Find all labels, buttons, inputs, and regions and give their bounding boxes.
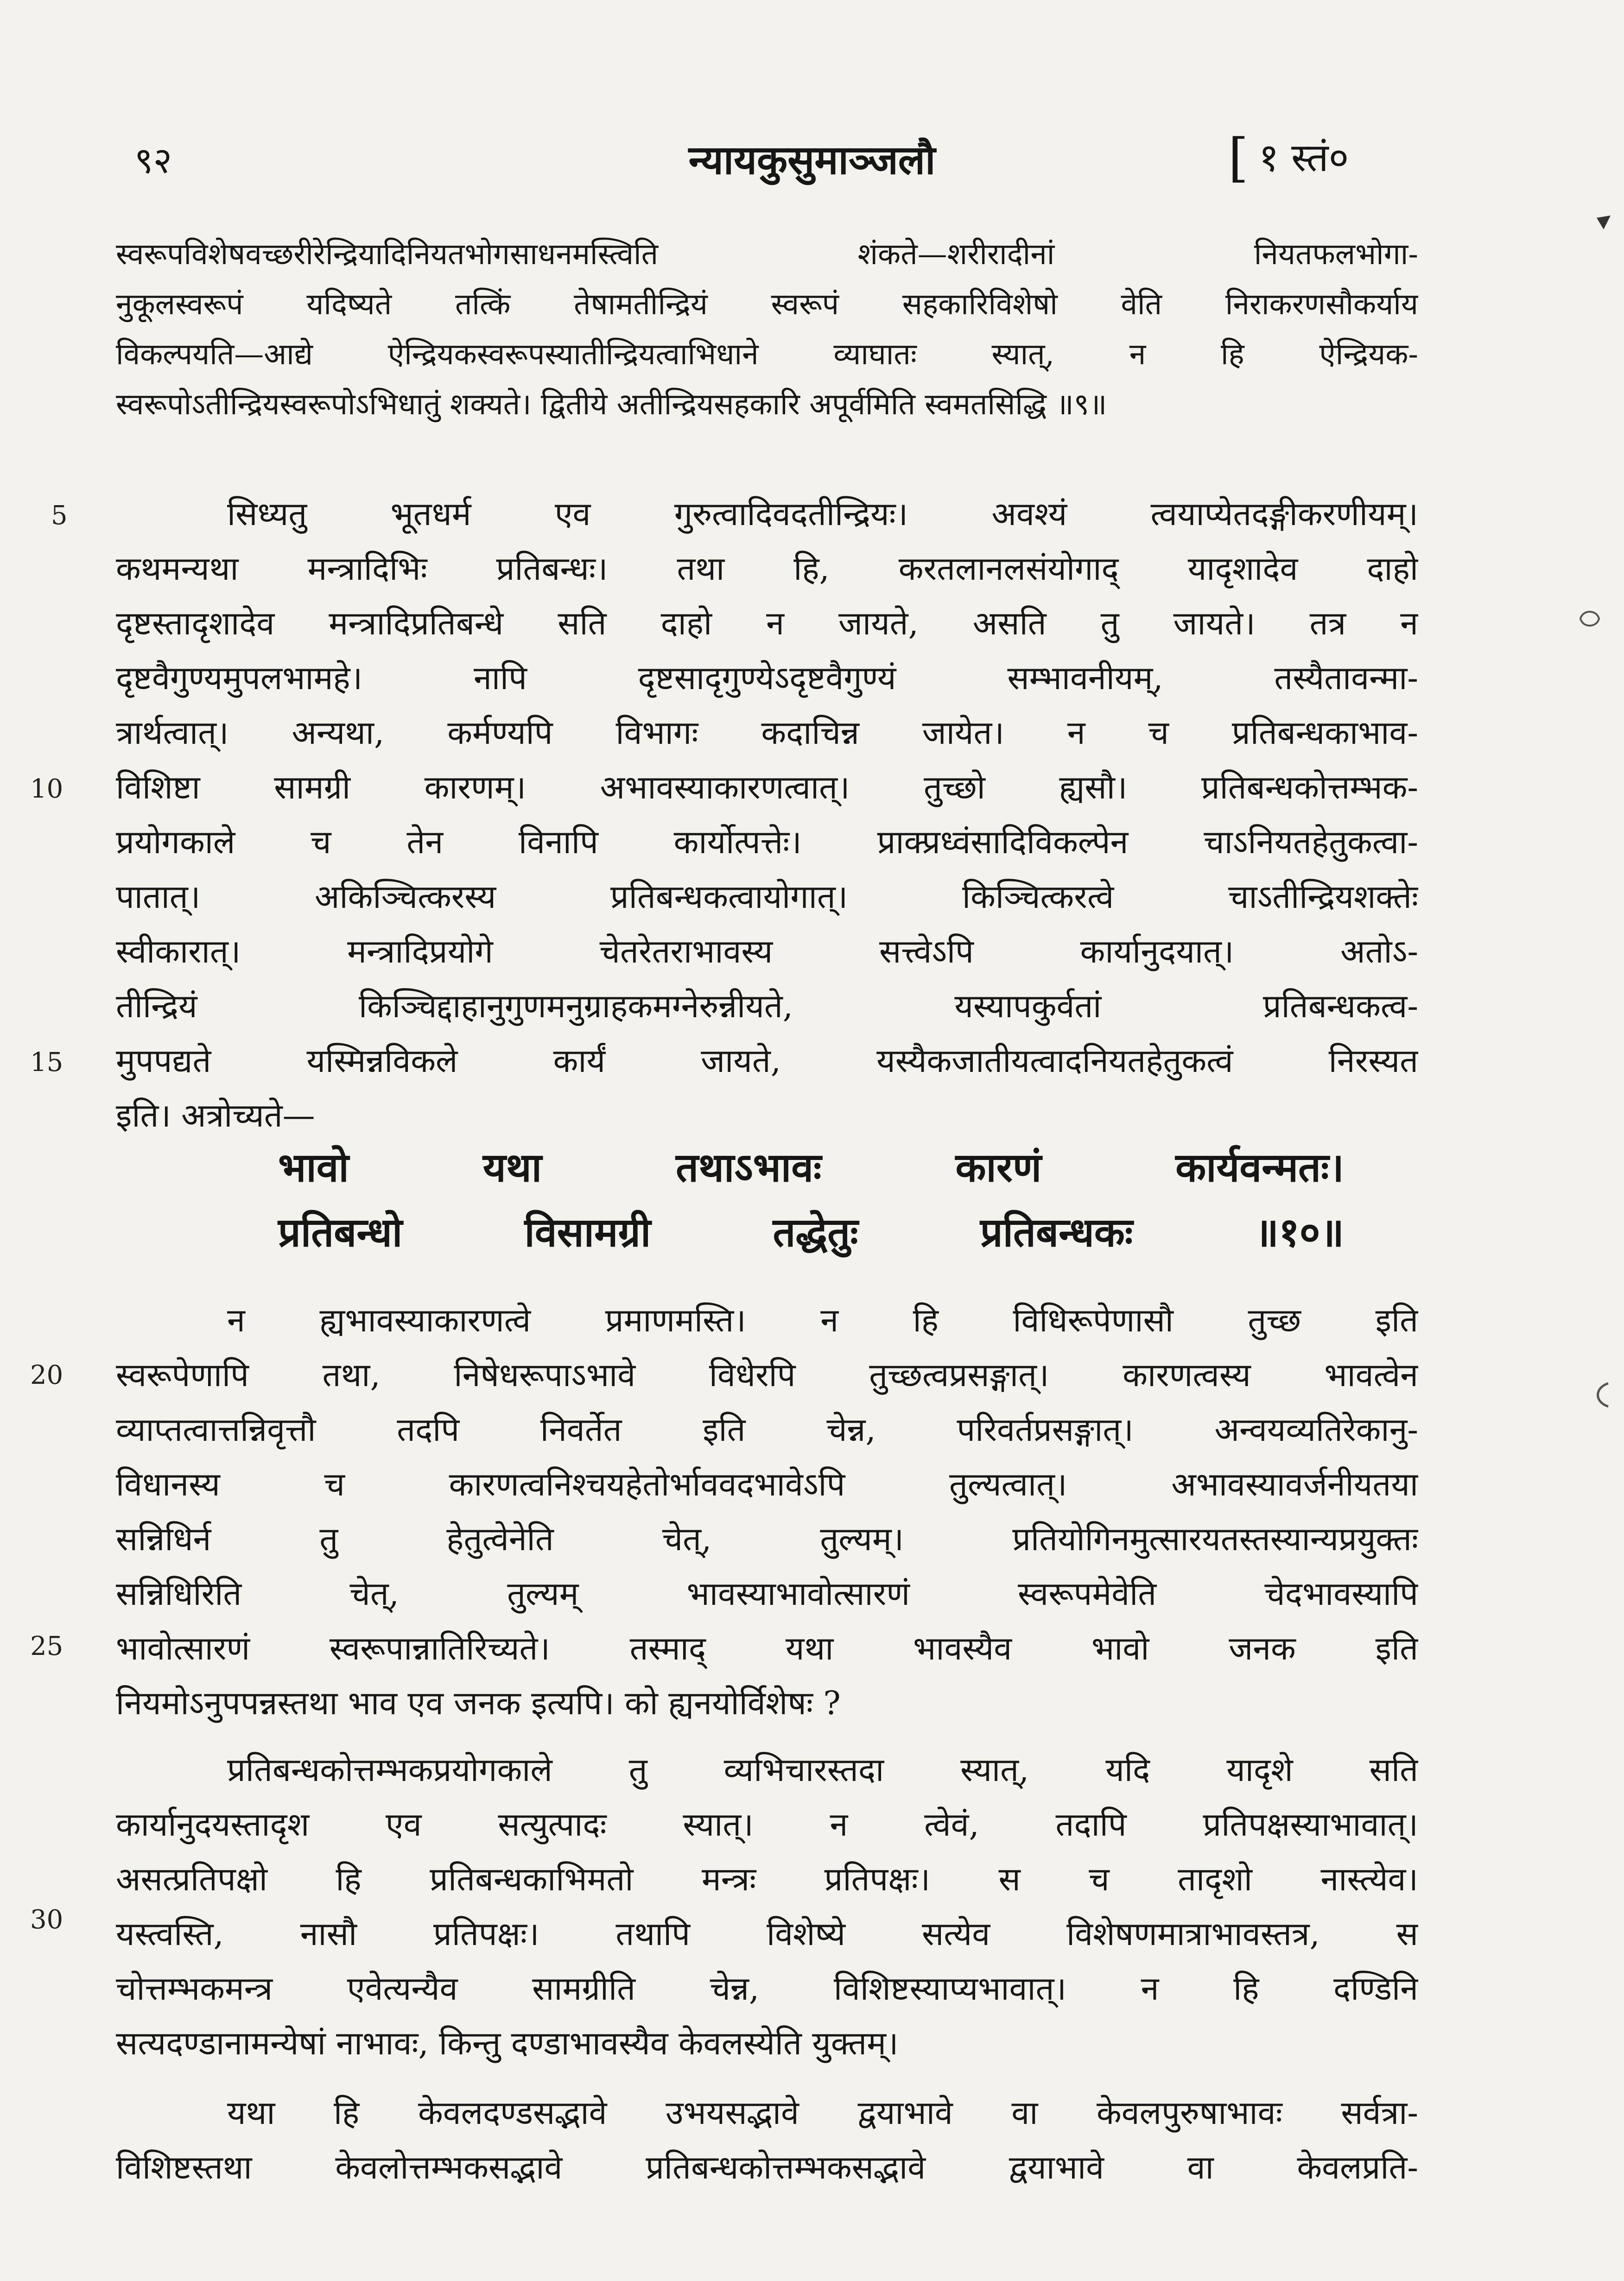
text-line: सन्निधिरिति चेत्, तुल्यम् भावस्याभावोत्सारणं स्वरूपमेवेति चेदभावस्यापि (116, 1575, 1418, 1613)
section-label (1228, 128, 1349, 188)
text-line: इति। अत्रोच्यते— (116, 1096, 315, 1134)
text-line: असत्प्रतिपक्षो हि प्रतिबन्धकाभिमतो मन्त्रः प्रतिपक्षः। स च तादृशो नास्त्येव। (116, 1860, 1418, 1898)
text-line: तीन्द्रियं किञ्चिद्दाहानुगुणमनुग्राहकमग्नेरुन्नीयते, यस्यापकुर्वतां प्रतिबन्धकत्व- (116, 987, 1418, 1025)
text-line: विकल्पयति—आद्ये ऐन्द्रियकस्वरूपस्यातीन्द्रियत्वाभिधाने व्याघातः स्यात्, न हि ऐन्द्रियक- (116, 337, 1418, 372)
section-bracket: [ (1228, 128, 1249, 188)
text-line: सत्यदण्डानामन्येषां नाभावः, किन्तु दण्डाभावस्यैव केवलस्येति युक्तम्। (116, 2024, 899, 2062)
page-number: ९२ (134, 140, 172, 182)
text-line: स्वरूपेणापि तथा, निषेधरूपाऽभावे विधेरपि तुच्छत्वप्रसङ्गात्। कारणत्वस्य भावत्वेन (116, 1356, 1418, 1394)
text-line: यथा हि केवलदण्डसद्भावे उभयसद्भावे द्वयाभावे वा केवलपुरुषाभावः सर्वत्रा- (227, 2094, 1418, 2132)
main-text-1 (116, 487, 1418, 1143)
text-line: प्रयोगकाले च तेन विनापि कार्योत्पत्तेः। प्राक्प्रध्वंसादिविकल्पेन चाऽनियतहेतुकत्वा- (116, 823, 1418, 861)
text-line: दृष्टवैगुण्यमुपलभामहे। नापि दृष्टसादृगुण्येऽदृष्टवैगुण्यं सम्भावनीयम्, तस्यैतावन्मा- (116, 659, 1418, 697)
text-line: नुकूलस्वरूपं यदिष्यते तत्किं तेषामतीन्द्रियं स्वरूपं सहकारिविशेषो वेति निराकरणसौकर्याय (116, 287, 1418, 322)
text-line: यस्त्वस्ति, नासौ प्रतिपक्षः। तथापि विशेष्ये सत्येव विशेषणमात्राभावस्तत्र, स (116, 1915, 1418, 1953)
line-number: 20 (30, 1360, 63, 1390)
book-title: न्यायकुसुमाञ्जलौ (688, 137, 936, 184)
text-line: त्रार्थत्वात्। अन्यथा, कर्मण्यपि विभागः कदाचिन्न जायेत। न च प्रतिबन्धकाभाव- (116, 714, 1418, 752)
text-line: कथमन्यथा मन्त्रादिभिः प्रतिबन्धः। तथा हि, करतलानलसंयोगाद् यादृशादेव दाहो (116, 550, 1418, 588)
text-line: कार्यानुदयस्तादृश एव सत्युत्पादः स्यात्। न त्वेवं, तदापि प्रतिपक्षस्याभावात्। (116, 1806, 1418, 1844)
section-text: १ स्तं० (1258, 135, 1349, 180)
text-line: भावोत्सारणं स्वरूपान्नातिरिच्यते। तस्माद् यथा भावस्यैव भावो जनक इति (116, 1629, 1418, 1667)
text-line: विधानस्य च कारणत्वनिश्चयहेतोर्भाववदभावेऽपि तुल्यत्वात्। अभावस्यावर्जनीयतया (116, 1465, 1418, 1503)
text-line: स्वीकारात्। मन्त्रादिप्रयोगे चेतरेतराभावस्य सत्त्वेऽपि कार्यानुदयात्। अतोऽ- (116, 932, 1418, 970)
text-line: दृष्टस्तादृशादेव मन्त्रादिप्रतिबन्धे सति दाहो न जायते, असति तु जायते। तत्र न (116, 604, 1418, 642)
scan-speck-icon (1576, 607, 1604, 630)
text-line: प्रतिबन्धकोत्तम्भकप्रयोगकाले तु व्यभिचारस्तदा स्यात्, यदि यादृशे सति (227, 1751, 1418, 1789)
scan-speck-icon (1594, 213, 1613, 232)
verse-line: भावो यथा तथाऽभावः कारणं कार्यवन्मतः। (278, 1144, 1344, 1191)
line-number: 15 (30, 1047, 63, 1077)
text-line: न ह्यभावस्याकारणत्वे प्रमाणमस्ति। न हि विधिरूपेणासौ तुच्छ इति (227, 1301, 1418, 1339)
main-text-4 (116, 2085, 1418, 2195)
verse-karika (278, 1135, 1344, 1265)
text-line: स्वरूपविशेषवच्छरीरेन्द्रियादिनियतभोगसाधनमस्त्विति शंकते—शरीरादीनां नियतफलभोगा- (116, 237, 1418, 272)
text-line: व्याप्तत्वात्तन्निवृत्तौ तदपि निवर्तेत इति चेन्न, परिवर्तप्रसङ्गात्। अन्वयव्यतिरेकानु- (116, 1411, 1418, 1449)
text-line: नियमोऽनुपपन्नस्तथा भाव एव जनक इत्यपि। को ह्यनयोर्विशेषः ? (116, 1684, 841, 1722)
text-line: सन्निधिर्न तु हेतुत्वेनेति चेत्, तुल्यम्। प्रतियोगिनमुत्सारयतस्तस्यान्यप्रयुक्तः (116, 1520, 1418, 1558)
line-number: 25 (30, 1631, 63, 1661)
main-text-3 (116, 1742, 1418, 2071)
line-number: 30 (30, 1905, 63, 1935)
page-header (0, 128, 1624, 190)
verse-line: प्रतिबन्धो विसामग्री तद्धेतुः प्रतिबन्धकः ॥१०॥ (278, 1209, 1344, 1256)
text-line: विशिष्टा सामग्री कारणम्। अभावस्याकारणत्वात्। तुच्छो ह्यसौ। प्रतिबन्धकोत्तम्भक- (116, 768, 1418, 806)
text-line: विशिष्टस्तथा केवलोत्तम्भकसद्भावे प्रतिबन्धकोत्तम्भकसद्भावे द्वयाभावे वा केवलप्रति- (116, 2148, 1418, 2186)
text-line: स्वरूपोऽतीन्द्रियस्वरूपोऽभिधातुं शक्यते। द्वितीये अतीन्द्रियसहकारि अपूर्वमिति स्वमतसिद्धि ॥९॥ (116, 387, 1107, 422)
text-line: सिध्यतु भूतधर्म एव गुरुत्वादिवदतीन्द्रियः। अवश्यं त्वयाप्येतदङ्गीकरणीयम्। (227, 495, 1418, 533)
text-line: मुपपद्यते यस्मिन्नविकले कार्यं जायते, यस्यैकजातीयत्वादनियतहेतुकत्वं निरस्यत (116, 1042, 1418, 1080)
line-number: 10 (30, 774, 63, 804)
line-number: 5 (51, 501, 68, 531)
scan-speck-icon (1590, 1381, 1613, 1409)
text-line: चोत्तम्भकमन्त्र एवेत्यन्यैव सामग्रीति चेन्न, विशिष्टस्याप्यभावात्। न हि दण्डिनि (116, 1970, 1418, 2008)
commentary-top (116, 229, 1418, 430)
main-text-2 (116, 1293, 1418, 1730)
text-line: पातात्। अकिञ्चित्करस्य प्रतिबन्धकत्वायोगात्। किञ्चित्करत्वे चाऽतीन्द्रियशक्तेः (116, 878, 1418, 916)
